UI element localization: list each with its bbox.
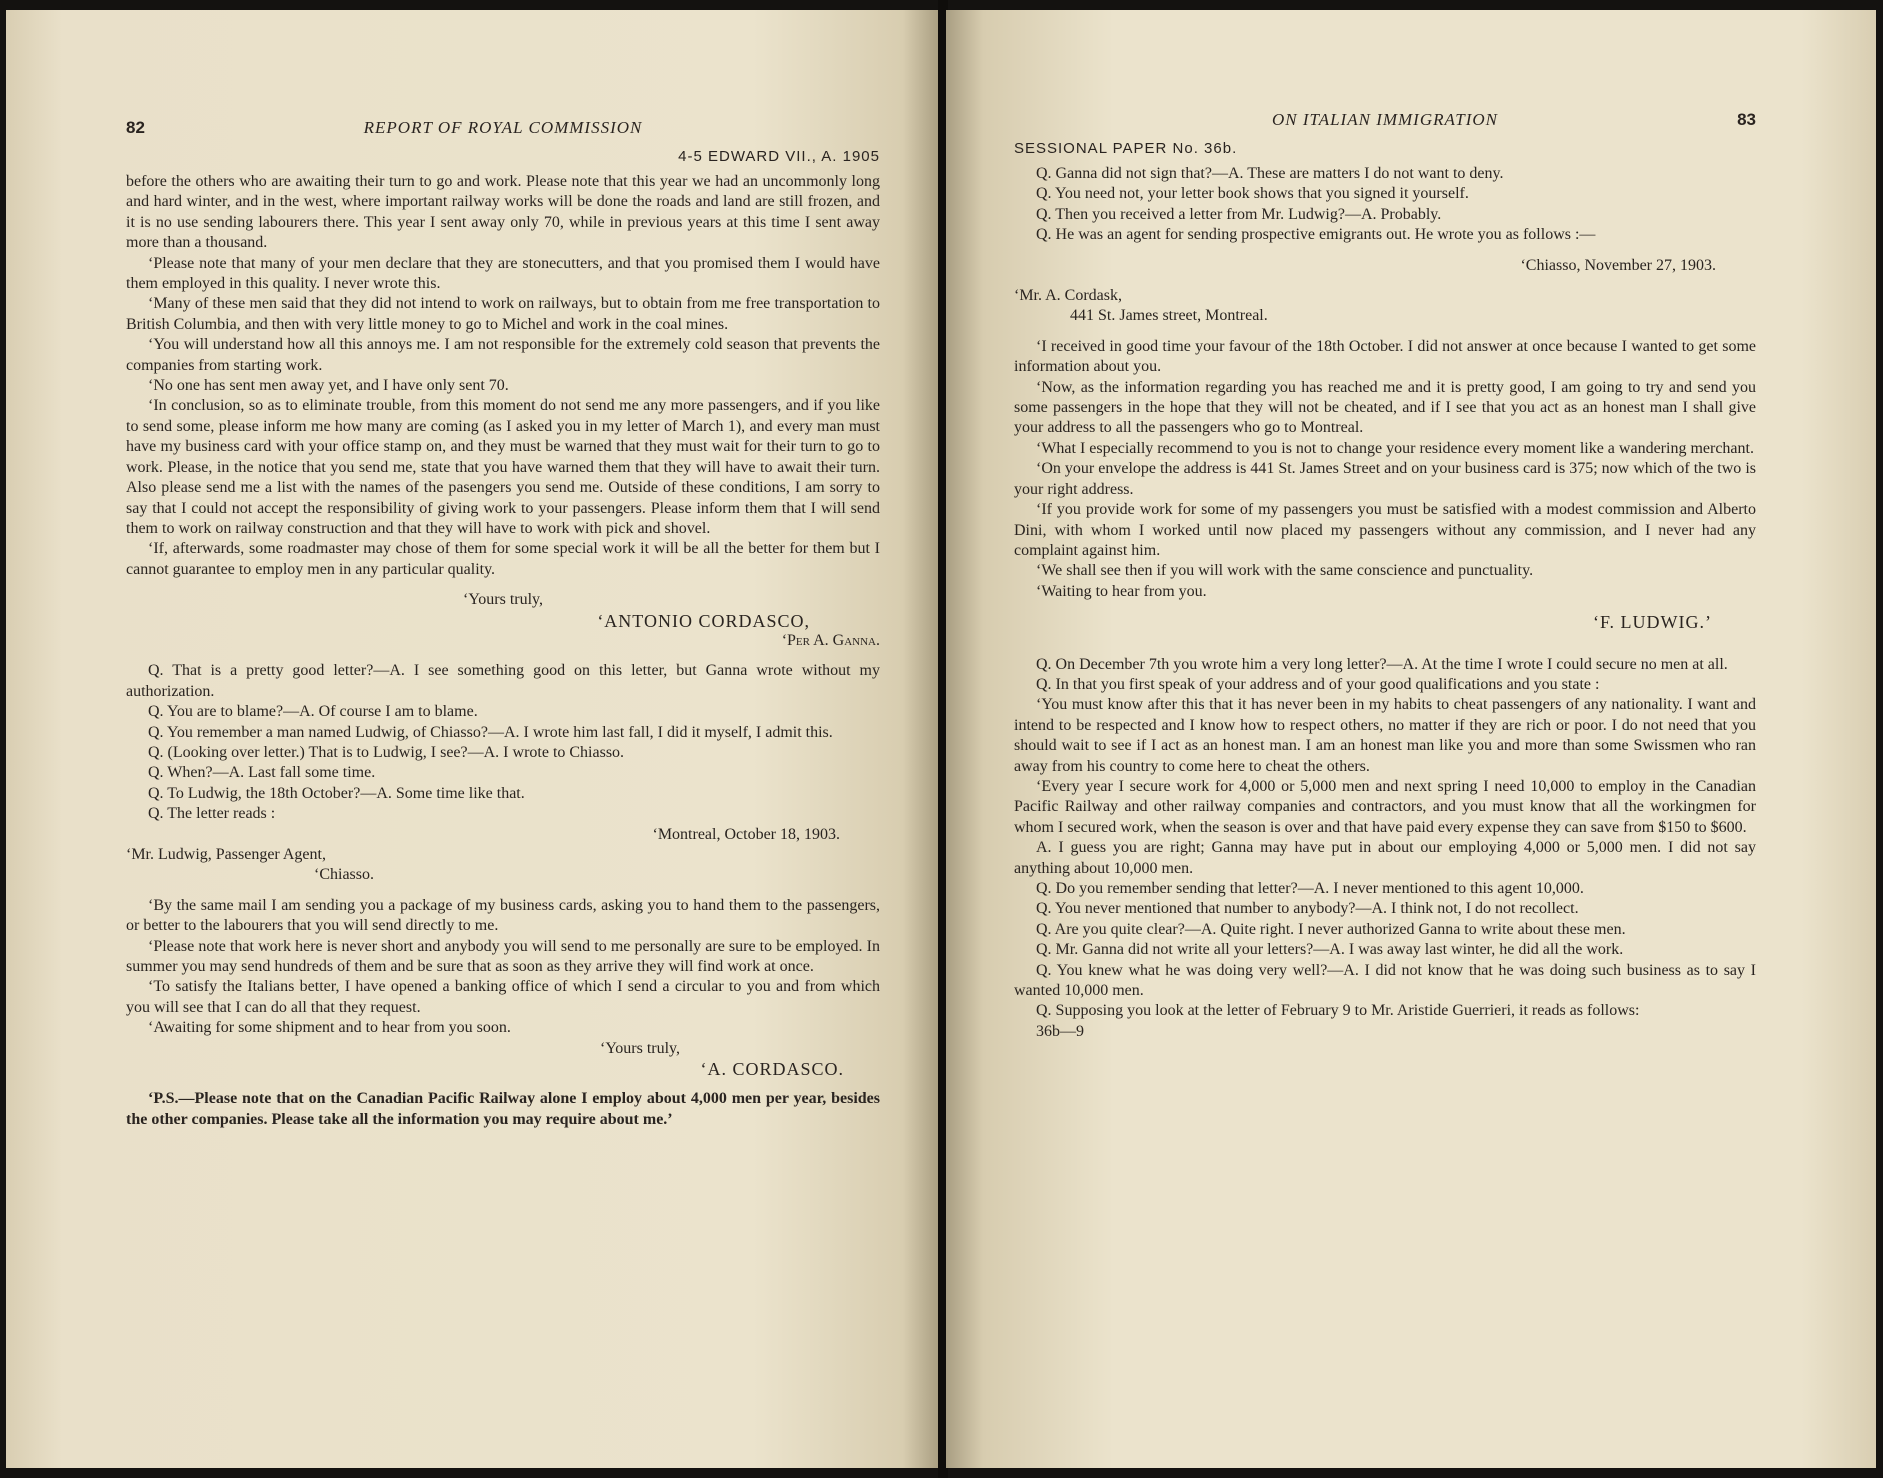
paragraph: Q. You never mentioned that number to anybody?—A. I think not, I do not recollect. <box>1036 900 1579 918</box>
signature-mark: 36b—9 <box>1036 1022 1084 1040</box>
page-number: 82 <box>126 118 145 137</box>
running-title: ON ITALIAN IMMIGRATION <box>1272 110 1498 129</box>
session-line: SESSIONAL PAPER No. 36b. <box>1014 140 1238 157</box>
paragraph: Q. Mr. Ganna did not write all your letters?—A. I was away last winter, he did all the work. <box>1036 941 1624 959</box>
paragraph: Q. Then you received a letter from Mr. Ludwig?—A. Probably. <box>1036 205 1442 223</box>
letter-signature: ‘ANTONIO CORDASCO, <box>597 610 810 631</box>
paragraph: ‘If you provide work for some of my passengers you must be satisfied with a modest commission and Alberto Dini, with whom I worked until now placed my passengers without any commission, and I never had any complaint against him. <box>1014 501 1756 559</box>
paragraph: ‘I received in good time your favour of the 18th October. I did not answer at once because I wanted to get some information about you. <box>1014 337 1756 376</box>
paragraph: Q. On December 7th you wrote him a very long letter?—A. At the time I wrote I could secure no men at all. <box>1036 655 1728 673</box>
paragraph: ‘By the same mail I am sending you a package of my business cards, asking you to hand them to the passengers, or better to the labourers that you will send directly to me. <box>126 896 880 935</box>
paragraph: Q. To Ludwig, the 18th October?—A. Some time like that. <box>148 784 525 802</box>
right-page <box>946 10 1876 1468</box>
paragraph: Q. In that you first speak of your address and of your good qualifications and you state : <box>1036 675 1600 693</box>
paragraph: Q. You need not, your letter book shows that you signed it yourself. <box>1036 185 1469 203</box>
paragraph: Q. That is a pretty good letter?—A. I see something good on this letter, but Ganna wrote without my authorization. <box>126 662 880 700</box>
letter-addressee: ‘Mr. Ludwig, Passenger Agent, <box>126 846 326 863</box>
right-body-text <box>1014 164 1756 1042</box>
letter-signature-per: ‘Per A. Ganna. <box>781 631 880 649</box>
letter-address: 441 St. James street, Montreal. <box>1070 307 1268 325</box>
letter-address: ‘Chiasso. <box>314 866 374 884</box>
left-page <box>6 10 940 1468</box>
paragraph: ‘No one has sent men away yet, and I have only sent 70. <box>148 377 509 395</box>
paragraph: ‘You will understand how all this annoys me. I am not responsible for the extremely cold season that prevents the companies from starting work. <box>126 336 880 374</box>
paragraph: Q. Ganna did not sign that?—A. These are matters I do not want to deny. <box>1036 165 1504 182</box>
letter-signature: ‘A. CORDASCO. <box>700 1059 844 1080</box>
paragraph: A. I guess you are right; Ganna may have put in about our employing 4,000 or 5,000 men. I did not say anything about 10,000 men. <box>1014 839 1756 877</box>
paragraph: ‘You must know after this that it has never been in my habits to cheat passengers of any nationality. I want and intend to be respected and I know how to respect others, no matter if they are rich or poor. I do not need that you should wait to see if I act as an honest man. I am an honest man like you and more than some Swissmen who ran away from his country to come here to cheat the others. <box>1014 696 1756 775</box>
paragraph: ‘Many of these men said that they did not intend to work on railways, but to obtain from me free transportation to British Columbia, and then with very little money to go to Michel and work in the coal mines. <box>126 295 880 333</box>
running-title: REPORT OF ROYAL COMMISSION <box>363 118 643 137</box>
paragraph: before the others who are awaiting their turn to go and work. Please note that this year we had an uncommonly long and hard winter, and in the west, where important railway works will be done the roads and land are still frozen, and it is no use sending labourers there. This year I sent away only 70, while in previous years at this time I sent away more than a thousand. <box>126 173 880 252</box>
letter-closing: ‘Yours truly, <box>599 1039 680 1057</box>
letter-closing: ‘Yours truly, <box>462 591 543 609</box>
letter-signature: ‘F. LUDWIG.’ <box>1592 612 1712 633</box>
paragraph: Q. He was an agent for sending prospective emigrants out. He wrote you as follows :— <box>1036 226 1596 244</box>
paragraph: Q. You knew what he was doing very well?—A. I did not know that he was doing such business as to say I wanted 10,000 men. <box>1014 961 1756 1000</box>
paragraph: ‘If, afterwards, some roadmaster may chose of them for some special work it will be all the better for them but I cannot guarantee to employ men in any particular quality. <box>126 540 880 578</box>
paragraph: ‘What I especially recommend to you is not to change your residence every moment like a wandering merchant. <box>1036 439 1754 457</box>
paragraph: ‘Every year I secure work for 4,000 or 5,000 men and next spring I need 10,000 to employ in the Canadian Pacific Railway and other railway companies and contractors, and you must know that all the workingmen for whom I secured work, when the season is over and that have paid every expense they can save from $150 to $600. <box>1014 777 1756 836</box>
paragraph: ‘Please note that many of your men declare that they are stonecutters, and that you promised them I would have them employed in this quality. I never wrote this. <box>126 254 880 293</box>
paragraph: ‘Awaiting for some shipment and to hear from you soon. <box>148 1019 511 1037</box>
paragraph: Q. When?—A. Last fall some time. <box>148 764 376 782</box>
left-body-text <box>126 172 880 1130</box>
letter-addressee: ‘Mr. A. Cordask, <box>1014 287 1122 305</box>
paragraph: Q. You are to blame?—A. Of course I am to blame. <box>148 703 478 721</box>
left-running-head <box>126 118 880 148</box>
paragraph: Q. Are you quite clear?—A. Quite right. I never authorized Ganna to write about these men. <box>1036 920 1626 938</box>
page-number: 83 <box>1737 110 1756 129</box>
paragraph: ‘Waiting to hear from you. <box>1036 582 1207 600</box>
paragraph: ‘In conclusion, so as to eliminate trouble, from this moment do not send me any more passengers, and if you like to send some, please inform me how many are coming (as I asked you in my letter of March 1), and every man must have my business card with your office stamp on, and they must be warned that they must wait for their turn to go to work. Please, in the notice that you send me, state that you have warned them that they will have to await their turn. Also please send me a list with the names of the pasengers you send me. Outside of these conditions, I am sorry to say that I could not accept the responsibility of giving work to your passengers. Please inform them that I will send them to work on railway construction and that they will have to work with pick and shovel. <box>126 397 880 537</box>
postscript: ‘P.S.—Please note that on the Canadian Pacific Railway alone I employ about 4,000 men per year, besides the other companies. Please take all the information you may require about me.’ <box>126 1090 880 1128</box>
paragraph: ‘Please note that work here is never short and anybody you will send to me personally are sure to be employed. In summer you may send hundreds of them and be sure that as soon as they arrive they will find work at once. <box>126 937 880 976</box>
letter-dateline: ‘Chiasso, November 27, 1903. <box>1520 256 1716 274</box>
right-running-head <box>1014 110 1756 140</box>
paragraph: ‘On your envelope the address is 441 St. James Street and on your business card is 375; now which of the two is your right address. <box>1014 460 1756 498</box>
paragraph: Q. Do you remember sending that letter?—A. I never mentioned to this agent 10,000. <box>1036 880 1584 897</box>
paragraph: Q. (Looking over letter.) That is to Ludwig, I see?—A. I wrote to Chiasso. <box>148 743 625 761</box>
letter-dateline: ‘Montreal, October 18, 1903. <box>652 825 840 843</box>
paragraph: ‘Now, as the information regarding you has reached me and it is pretty good, I am going to try and send you some passengers in the hope that they will not be cheated, and if I see that you act as an honest man I shall give your address to all the passengers who go to Montreal. <box>1014 378 1756 437</box>
paragraph: Q. Supposing you look at the letter of February 9 to Mr. Aristide Guerrieri, it reads as follows: <box>1036 1002 1640 1020</box>
paragraph: ‘To satisfy the Italians better, I have opened a banking office of which I send a circular to you and from which you will see that I can do all that they request. <box>126 978 880 1016</box>
paragraph: Q. The letter reads : <box>148 805 276 823</box>
paragraph: Q. You remember a man named Ludwig, of Chiasso?—A. I wrote him last fall, I did it myself, I admit this. <box>148 723 833 741</box>
paragraph: ‘We shall see then if you will work with the same conscience and punctuality. <box>1036 562 1534 580</box>
session-line: 4-5 EDWARD VII., A. 1905 <box>678 148 880 165</box>
